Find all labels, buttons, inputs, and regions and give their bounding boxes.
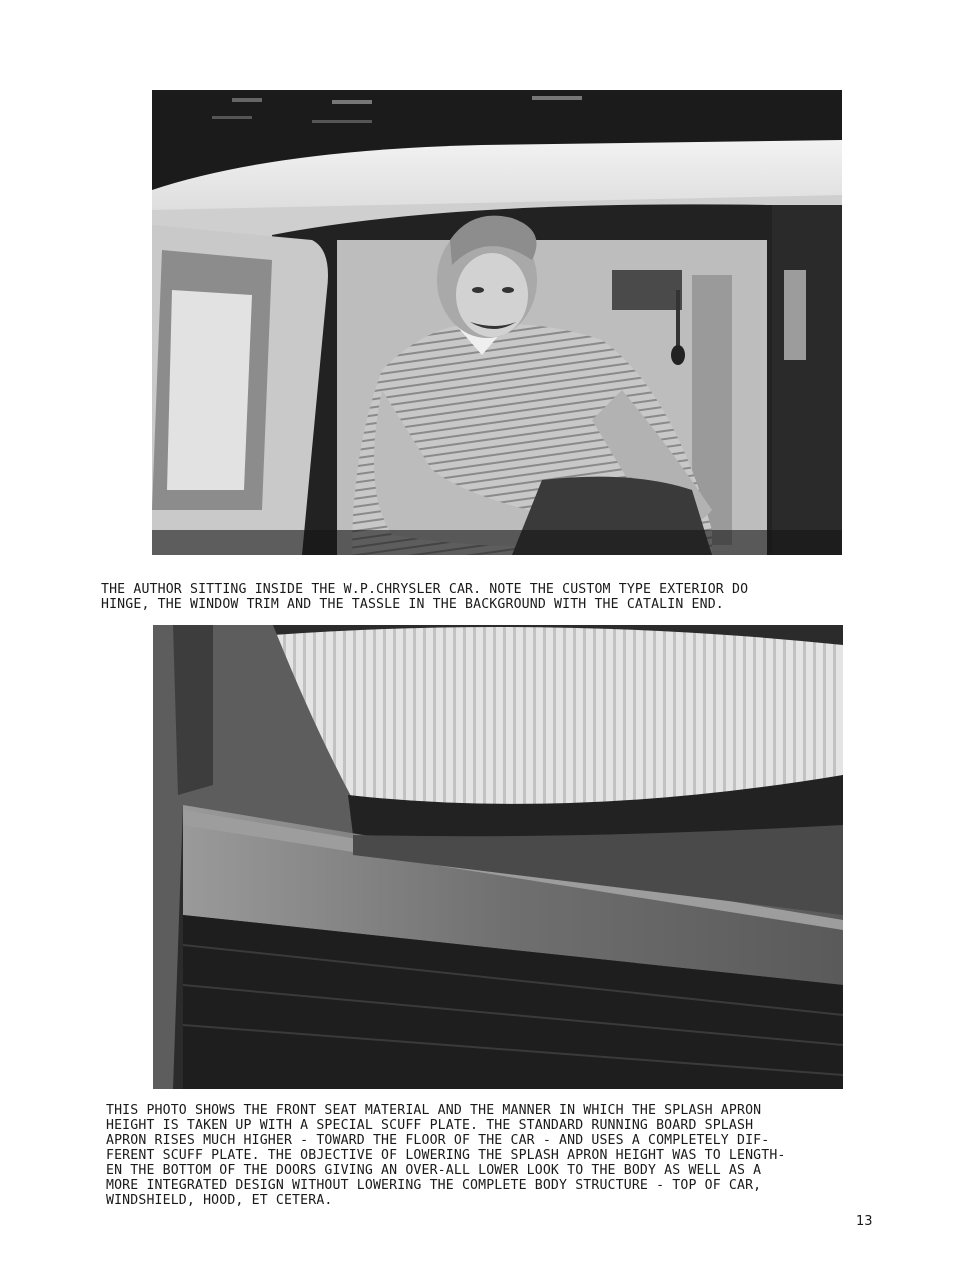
caption-line: EN THE BOTTOM OF THE DOORS GIVING AN OVER-ALL LOWER LOOK TO THE BODY AS WELL AS A	[106, 1163, 762, 1178]
caption-line: HINGE, THE WINDOW TRIM AND THE TASSLE IN THE BACKGROUND WITH THE CATALIN END.	[101, 597, 724, 612]
photo-front-seat-scuff-plate	[153, 625, 843, 1089]
caption-line: THE AUTHOR SITTING INSIDE THE W.P.CHRYSLER CAR. NOTE THE CUSTOM TYPE EXTERIOR DO	[101, 582, 749, 597]
photo-author-in-car-image	[152, 90, 842, 555]
caption-line: WINDSHIELD, HOOD, ET CETERA.	[106, 1193, 333, 1208]
caption-author-photo	[101, 582, 748, 612]
photo-front-seat-scuff-plate-image	[153, 625, 843, 1089]
caption-line: THIS PHOTO SHOWS THE FRONT SEAT MATERIAL AND THE MANNER IN WHICH THE SPLASH APRON	[106, 1103, 762, 1118]
caption-line: HEIGHT IS TAKEN UP WITH A SPECIAL SCUFF PLATE. THE STANDARD RUNNING BOARD SPLASH	[106, 1118, 754, 1133]
caption-line: APRON RISES MUCH HIGHER - TOWARD THE FLOOR OF THE CAR - AND USES A COMPLETELY DIF-	[106, 1133, 770, 1148]
page-number: 13	[856, 1214, 873, 1229]
caption-seat-photo	[106, 1103, 786, 1208]
caption-line: MORE INTEGRATED DESIGN WITHOUT LOWERING THE COMPLETE BODY STRUCTURE - TOP OF CAR,	[106, 1178, 762, 1193]
photo-author-in-car	[152, 90, 842, 555]
caption-line: FERENT SCUFF PLATE. THE OBJECTIVE OF LOWERING THE SPLASH APRON HEIGHT WAS TO LENGTH-	[106, 1148, 786, 1163]
